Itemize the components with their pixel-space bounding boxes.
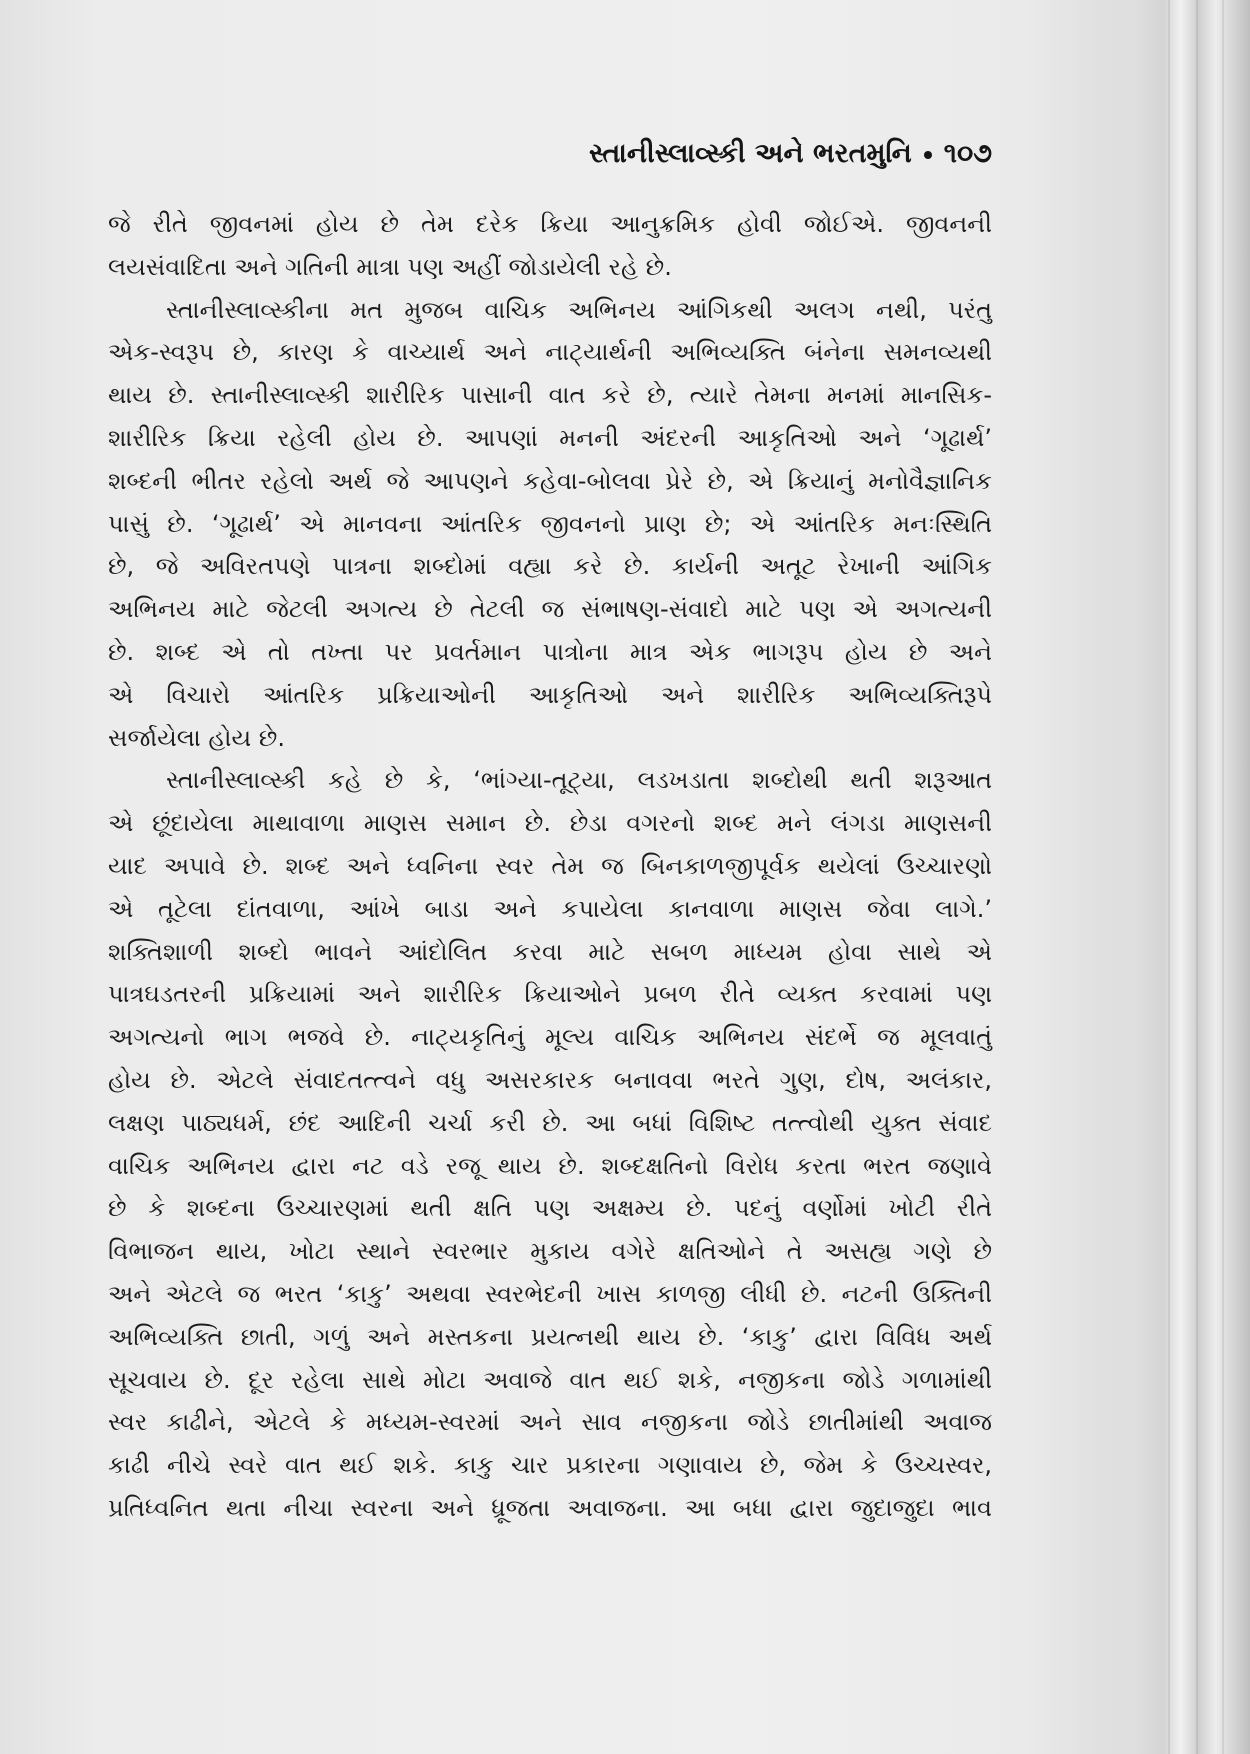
text-line: સૂચવાય છે. દૂર રહેલા સાથે મોટા અવાજે વાત થઈ શકે, નજીકના જોડે ગળામાંથી — [108, 1365, 992, 1394]
text-line: સ્તાનીસ્લાવ્સ્કીના મત મુજબ વાચિક અભિનય આંગિકથી અલગ નથી, પરંતુ — [166, 295, 992, 324]
text-line: અગત્યનો ભાગ ભજવે છે. નાટ્યકૃતિનું મૂલ્ય વાચિક અભિનય સંદર્ભે જ મૂલવાતું — [108, 1023, 992, 1052]
text-line: વાચિક અભિનય દ્વારા નટ વડે રજૂ થાય છે. શબ્દક્ષતિનો વિરોધ કરતા ભરત જણાવે — [108, 1151, 992, 1180]
text-line: અભિનય માટે જેટલી અગત્ય છે તેટલી જ સંભાષણ-સંવાદો માટે પણ એ અગત્યની — [108, 595, 992, 624]
text-line: કાઢી નીચે સ્વરે વાત થઈ શકે. કાકુ ચાર પ્રકારના ગણાવાય છે, જેમ કે ઉચ્ચસ્વર, — [108, 1451, 992, 1480]
text-line: યાદ અપાવે છે. શબ્દ અને ધ્વનિના સ્વર તેમ જ બિનકાળજીપૂર્વક થયેલાં ઉચ્ચારણો — [108, 851, 992, 880]
text-line: સ્તાનીસ્લાવ્સ્કી કહે છે કે, ‘ભાંગ્યા-તૂટ્યા, લડખડાતા શબ્દોથી થતી શરૂઆત — [166, 766, 992, 795]
page-edge-shadow — [1135, 0, 1250, 1754]
page-edge-line — [1196, 0, 1198, 1754]
text-line: થાય છે. સ્તાનીસ્લાવ્સ્કી શારીરિક પાસાની વાત કરે છે, ત્યારે તેમના મનમાં માનસિક- — [108, 381, 992, 410]
text-line: સ્વર કાઢીને, એટલે કે મધ્યમ-સ્વરમાં અને સાવ નજીકના જોડે છાતીમાંથી અવાજ — [108, 1408, 992, 1437]
text-line: શારીરિક ક્રિયા રહેલી હોય છે. આપણાં મનની અંદરની આકૃતિઓ અને ‘ગૂઢાર્થ’ — [108, 423, 992, 452]
text-line: એ છૂંદાયેલા માથાવાળા માણસ સમાન છે. છેડા વગરનો શબ્દ મને લંગડા માણસની — [108, 809, 992, 838]
running-header — [560, 138, 992, 170]
text-line: હોય છે. એટલે સંવાદતત્ત્વને વધુ અસરકારક બનાવવા ભરતે ગુણ, દોષ, અલંકાર, — [108, 1065, 992, 1094]
text-line: છે કે શબ્દના ઉચ્ચારણમાં થતી ક્ષતિ પણ અક્ષમ્ય છે. પદનું વર્ણોમાં ખોટી રીતે — [108, 1194, 992, 1223]
body-text — [108, 203, 992, 1530]
page-number: ૧૦૭ — [943, 138, 992, 169]
text-line: જે રીતે જીવનમાં હોય છે તેમ દરેક ક્રિયા આનુક્રમિક હોવી જોઈએ. જીવનની — [108, 210, 992, 238]
page-edge-line — [1222, 0, 1224, 1754]
running-header-title: સ્તાનીસ્લાવ્સ્કી અને ભરતમુનિ — [588, 138, 912, 169]
bullet-separator — [924, 151, 932, 159]
text-line: અભિવ્યક્તિ છાતી, ગળું અને મસ્તકના પ્રયત્નથી થાય છે. ‘કાકુ’ દ્વારા વિવિધ અર્થ — [108, 1322, 992, 1351]
text-line: શબ્દની ભીતર રહેલો અર્થ જે આપણને કહેવા-બોલવા પ્રેરે છે, એ ક્રિયાનું મનોવૈજ્ઞાનિક — [108, 466, 992, 495]
page-edge-line — [1168, 0, 1170, 1754]
text-line: પાત્રઘડતરની પ્રક્રિયામાં અને શારીરિક ક્રિયાઓને પ્રબળ રીતે વ્યક્ત કરવામાં પણ — [108, 980, 992, 1009]
text-line: છે. શબ્દ એ તો તખ્તા પર પ્રવર્તમાન પાત્રોના માત્ર એક ભાગરૂપ હોય છે અને — [108, 637, 992, 666]
text-line: લયસંવાદિતા અને ગતિની માત્રા પણ અહીં જોડાયેલી રહે છે. — [108, 252, 672, 281]
text-line: પ્રતિધ્વનિત થતા નીચા સ્વરના અને ધ્રૂજતા અવાજના. આ બધા દ્વારા જુદાજુદા ભાવ — [108, 1493, 992, 1522]
text-line: એ વિચારો આંતરિક પ્રક્રિયાઓની આકૃતિઓ અને શારીરિક અભિવ્યક્તિરૂપે — [108, 680, 992, 709]
text-line: વિભાજન થાય, ખોટા સ્થાને સ્વરભાર મુકાય વગેરે ક્ષતિઓને તે અસહ્ય ગણે છે — [108, 1237, 992, 1266]
text-line: પાસું છે. ‘ગૂઢાર્થ’ એ માનવના આંતરિક જીવનનો પ્રાણ છે; એ આંતરિક મનઃસ્થિતિ — [108, 509, 992, 538]
text-line: સર્જાયેલા હોય છે. — [108, 723, 285, 752]
text-line: એક-સ્વરૂપ છે, કારણ કે વાચ્યાર્થ અને નાટ્યાર્થની અભિવ્યક્તિ બંનેના સમનવ્યથી — [108, 338, 992, 367]
text-line: લક્ષણ પાઠ્યધર્મ, છંદ આદિની ચર્ચા કરી છે. આ બધાં વિશિષ્ટ તત્ત્વોથી યુક્ત સંવાદ — [108, 1108, 992, 1137]
text-line: છે, જે અવિરતપણે પાત્રના શબ્દોમાં વહ્યા કરે છે. કાર્યની અતૂટ રેખાની આંગિક — [108, 552, 992, 581]
text-line: શક્તિશાળી શબ્દો ભાવને આંદોલિત કરવા માટે સબળ માધ્યમ હોવા સાથે એ — [108, 937, 992, 966]
text-line: અને એટલે જ ભરત ‘કાકુ’ અથવા સ્વરભેદની ખાસ કાળજી લીધી છે. નટની ઉક્તિની — [108, 1279, 992, 1308]
text-line: એ તૂટેલા દાંતવાળા, આંખે બાડા અને કપાયેલા કાનવાળા માણસ જેવા લાગે.’ — [108, 894, 992, 923]
